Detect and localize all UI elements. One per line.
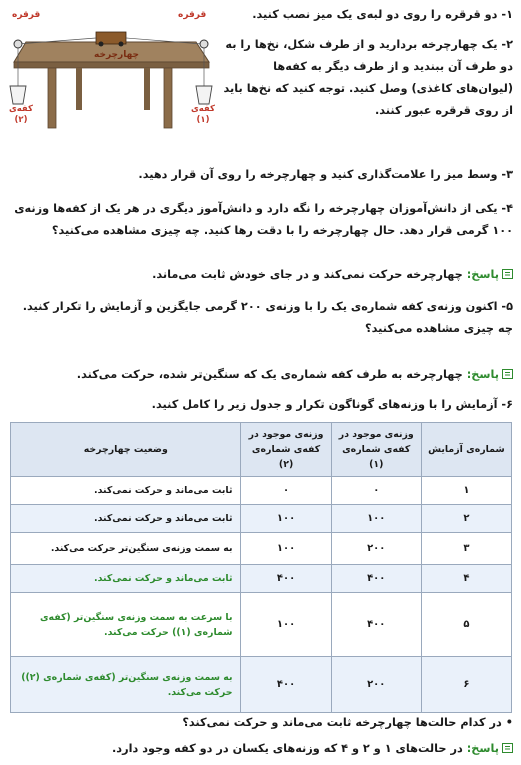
table-row xyxy=(11,564,512,592)
cell-weight-1: ۰ xyxy=(331,477,421,505)
cup-1-label-text: کفه‌ی xyxy=(190,104,215,114)
cell-weight-1: ۲۰۰ xyxy=(331,532,421,564)
cell-status: به سمت وزنه‌ی سنگین‌تر (کفه‌ی شماره‌ی (۲)) حرکت می‌کند. xyxy=(11,657,241,713)
answer-icon xyxy=(502,743,513,753)
pulley-left-label: قرقره xyxy=(12,10,41,20)
cup-1-shape xyxy=(196,86,212,104)
cell-number: ۴ xyxy=(421,564,511,592)
cell-number: ۳ xyxy=(421,532,511,564)
table-row xyxy=(11,504,512,532)
question-text: • در کدام حالت‌ها چهارچرخه ثابت می‌ماند و حرکت نمی‌کند؟ xyxy=(182,716,513,729)
cell-weight-2: ۴۰۰ xyxy=(241,657,331,713)
cell-weight-1: ۴۰۰ xyxy=(331,564,421,592)
answer-5 xyxy=(10,364,513,386)
cup-2-label-num: (۲) xyxy=(14,115,28,125)
answer-icon xyxy=(502,369,513,379)
cell-weight-2: ۴۰۰ xyxy=(241,564,331,592)
cell-number: ۲ xyxy=(421,504,511,532)
step-2: ۲- یک چهارچرخه بردارید و از طرف شکل، نخ‌ها را به دو طرف آن ببندید و از طرف دیگر به کفه‌ها (لیوان‌های کاغذی) وصل کنید. توجه کنید که نخ‌ها باید از روی قرقره عبور کنند. xyxy=(223,38,513,117)
header-weight-cup-1: وزنه‌ی موجود در کفه‌ی شماره‌ی (۱) xyxy=(331,423,421,477)
cell-weight-1: ۱۰۰ xyxy=(331,504,421,532)
cell-number: ۵ xyxy=(421,592,511,656)
results-table xyxy=(10,422,512,713)
step-3: ۳- وسط میز را علامت‌گذاری کنید و چهارچرخه را روی آن قرار دهید. xyxy=(138,168,513,181)
answer-label: پاسخ: xyxy=(466,742,499,755)
pulley-right-label: قرقره xyxy=(178,10,207,20)
cell-status: با سرعت به سمت وزنه‌ی سنگین‌تر (کفه‌ی شماره‌ی (۱)) حرکت می‌کند. xyxy=(11,592,241,656)
header-experiment-number: شماره‌ی آزمایش xyxy=(421,423,511,477)
table-row xyxy=(11,477,512,505)
cell-status: ثابت می‌ماند و حرکت نمی‌کند. xyxy=(11,477,241,505)
answer-label: پاسخ: xyxy=(466,368,499,381)
step-4: ۴- یکی از دانش‌آموزان چهارچرخه را نگه دارد و دانش‌آموز دیگری در هر یک از کفه‌ها وزنه‌ی ۱۰۰ گرمی قرار دهد. حال چهارچرخه را با دقت رها کنید. چه چیزی مشاهده می‌کنید؟ xyxy=(14,202,513,237)
final-answer xyxy=(112,742,513,755)
cell-weight-1: ۴۰۰ xyxy=(331,592,421,656)
cell-weight-2: ۱۰۰ xyxy=(241,504,331,532)
answer-5-text: چهارچرخه به طرف کفه شماره‌ی یک که سنگین‌تر شده، حرکت می‌کند. xyxy=(76,368,467,381)
experiment-illustration xyxy=(4,4,218,132)
pulley-right-shape xyxy=(200,40,208,48)
table-header-row xyxy=(11,423,512,477)
results-table-wrap xyxy=(10,422,512,713)
step-5: ۵- اکنون وزنه‌ی کفه شماره‌ی یک را با وزنه‌ی ۲۰۰ گرمی جایگزین و آزمایش را تکرار کنید. چه چیزی مشاهده می‌کنید؟ xyxy=(22,300,513,335)
answer-label: پاسخ: xyxy=(466,268,499,281)
answer-4-text: چهارچرخه حرکت نمی‌کند و در جای خودش ثابت می‌ماند. xyxy=(152,268,467,281)
cell-status: ثابت می‌ماند و حرکت نمی‌کند. xyxy=(11,564,241,592)
cell-weight-2: ۰ xyxy=(241,477,331,505)
table-row xyxy=(11,657,512,713)
answer-icon xyxy=(502,269,513,279)
final-answer-text: در حالت‌های ۱ و ۲ و ۴ که وزنه‌های یکسان در دو کفه وجود دارد. xyxy=(112,742,467,755)
table-row xyxy=(11,532,512,564)
step-1: ۱- دو قرقره را روی دو لبه‌ی یک میز نصب کنید. xyxy=(252,8,513,21)
cell-number: ۱ xyxy=(421,477,511,505)
cell-status: ثابت می‌ماند و حرکت نمی‌کند. xyxy=(11,504,241,532)
header-cart-status: وضعیت چهارچرخه xyxy=(11,423,241,477)
cell-weight-2: ۱۰۰ xyxy=(241,532,331,564)
cell-weight-1: ۲۰۰ xyxy=(331,657,421,713)
header-weight-cup-2: وزنه‌ی موجود در کفه‌ی شماره‌ی (۲) xyxy=(241,423,331,477)
step-6: ۶- آزمایش را با وزنه‌های گوناگون تکرار و جدول زیر را کامل کنید. xyxy=(151,398,513,411)
cup-2-label xyxy=(4,104,38,126)
cup-2-shape xyxy=(10,86,26,104)
cart-label: چهارچرخه xyxy=(94,50,140,60)
pulley-left-shape xyxy=(14,40,22,48)
cell-status: به سمت وزنه‌ی سنگین‌تر حرکت می‌کند. xyxy=(11,532,241,564)
table-row xyxy=(11,592,512,656)
cell-weight-2: ۱۰۰ xyxy=(241,592,331,656)
cell-number: ۶ xyxy=(421,657,511,713)
cup-1-label-num: (۱) xyxy=(196,115,210,125)
cup-2-label-text: کفه‌ی xyxy=(8,104,33,114)
answer-4 xyxy=(10,264,513,286)
cup-1-label xyxy=(186,104,220,126)
